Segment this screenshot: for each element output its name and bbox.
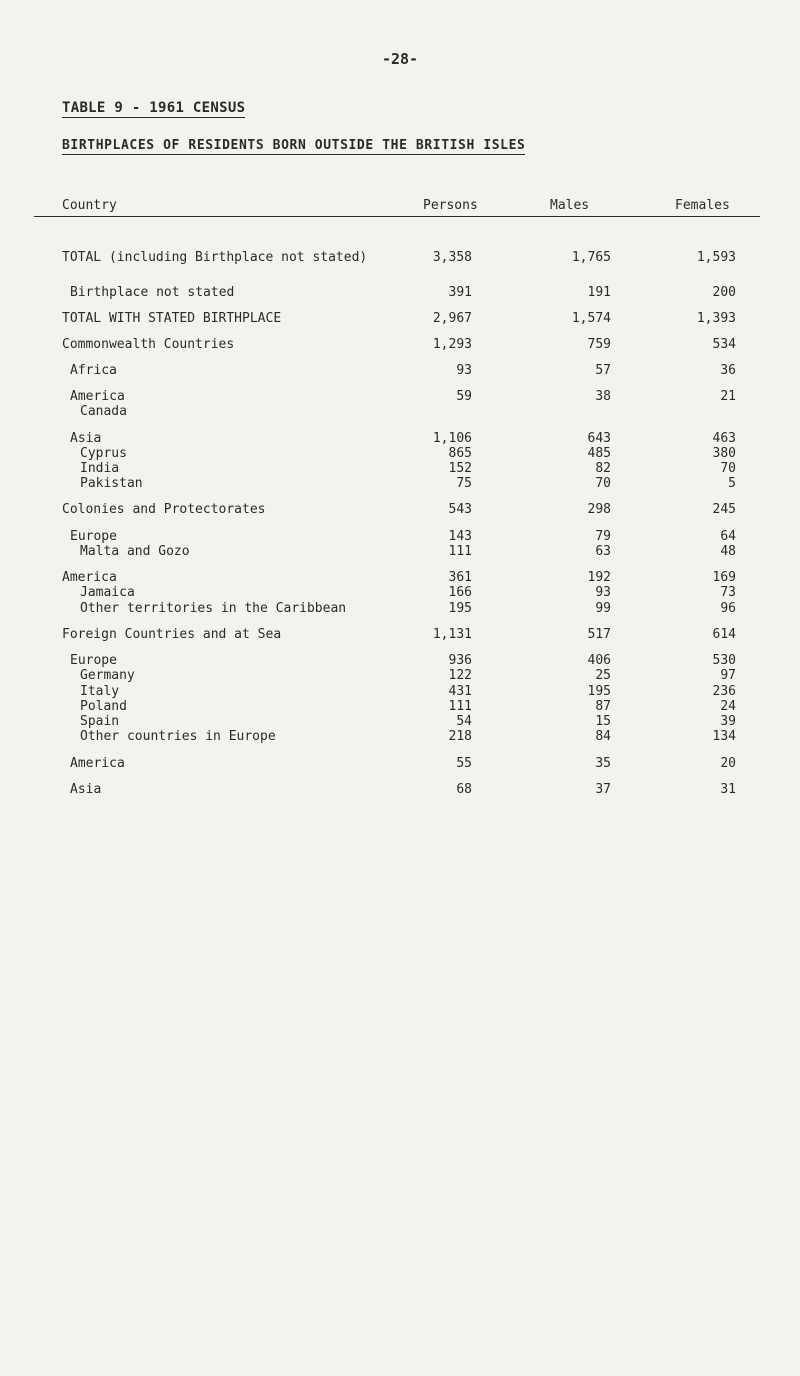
row-label: TOTAL (including Birthplace not stated) [62, 250, 368, 265]
column-header-females: Females [675, 198, 730, 213]
cell-females: 97 [720, 668, 736, 683]
cell-females: 31 [720, 782, 736, 797]
cell-persons: 143 [448, 529, 472, 544]
row-label: Asia [70, 431, 102, 446]
row-label: Asia [70, 782, 102, 797]
cell-males: 1,574 [571, 311, 611, 326]
row-label: Pakistan [80, 476, 143, 491]
cell-persons: 59 [456, 389, 472, 404]
column-header-country: Country [62, 198, 117, 213]
table-row [0, 585, 800, 601]
cell-males: 298 [587, 502, 611, 517]
table-row [0, 653, 800, 669]
column-header-persons: Persons [423, 198, 478, 213]
table-row [0, 782, 800, 798]
cell-males: 99 [595, 601, 611, 616]
table-row [0, 668, 800, 684]
table-row [0, 404, 800, 420]
cell-persons: 1,131 [432, 627, 472, 642]
cell-persons: 391 [448, 285, 472, 300]
table-row [0, 627, 800, 643]
row-label: Canada [80, 404, 127, 419]
cell-males: 1,765 [571, 250, 611, 265]
row-label: Birthplace not stated [70, 285, 235, 300]
cell-males: 70 [595, 476, 611, 491]
table-row [0, 285, 800, 301]
table-row [0, 544, 800, 560]
row-label: Foreign Countries and at Sea [62, 627, 282, 642]
cell-females: 614 [712, 627, 736, 642]
cell-males: 192 [587, 570, 611, 585]
table-row [0, 461, 800, 477]
row-label: Other territories in the Caribbean [80, 601, 347, 616]
cell-females: 1,593 [696, 250, 736, 265]
row-label: Europe [70, 529, 117, 544]
cell-persons: 195 [448, 601, 472, 616]
table-row [0, 684, 800, 700]
cell-males: 84 [595, 729, 611, 744]
table-row [0, 502, 800, 518]
row-label: Cyprus [80, 446, 127, 461]
cell-females: 96 [720, 601, 736, 616]
row-label: Spain [80, 714, 120, 729]
cell-females: 530 [712, 653, 736, 668]
row-label: Malta and Gozo [80, 544, 190, 559]
row-label: India [80, 461, 120, 476]
cell-females: 20 [720, 756, 736, 771]
cell-males: 79 [595, 529, 611, 544]
cell-persons: 865 [448, 446, 472, 461]
cell-females: 64 [720, 529, 736, 544]
cell-males: 38 [595, 389, 611, 404]
row-label: Jamaica [80, 585, 135, 600]
cell-persons: 75 [456, 476, 472, 491]
cell-females: 380 [712, 446, 736, 461]
row-label: Italy [80, 684, 120, 699]
row-label: Europe [70, 653, 117, 668]
cell-persons: 93 [456, 363, 472, 378]
page-number: -28- [381, 50, 419, 68]
cell-males: 191 [587, 285, 611, 300]
cell-persons: 1,293 [432, 337, 472, 352]
cell-persons: 1,106 [432, 431, 472, 446]
cell-females: 200 [712, 285, 736, 300]
table-row [0, 699, 800, 715]
cell-females: 534 [712, 337, 736, 352]
cell-males: 406 [587, 653, 611, 668]
table-row [0, 337, 800, 353]
table-row [0, 476, 800, 492]
cell-males: 93 [595, 585, 611, 600]
row-label: Commonwealth Countries [62, 337, 235, 352]
row-label: America [70, 756, 125, 771]
table-row [0, 431, 800, 447]
table-row [0, 729, 800, 745]
cell-females: 463 [712, 431, 736, 446]
row-label: America [62, 570, 117, 585]
cell-females: 1,393 [696, 311, 736, 326]
cell-males: 759 [587, 337, 611, 352]
row-label: TOTAL WITH STATED BIRTHPLACE [62, 311, 282, 326]
row-label: Germany [80, 668, 135, 683]
cell-persons: 111 [448, 699, 472, 714]
row-label: Colonies and Protectorates [62, 502, 266, 517]
table-row [0, 601, 800, 617]
table-row [0, 529, 800, 545]
table-row [0, 446, 800, 462]
cell-females: 21 [720, 389, 736, 404]
table-row [0, 570, 800, 586]
cell-females: 5 [728, 476, 736, 491]
cell-females: 245 [712, 502, 736, 517]
table-row [0, 250, 800, 266]
cell-persons: 361 [448, 570, 472, 585]
cell-females: 236 [712, 684, 736, 699]
cell-persons: 2,967 [432, 311, 472, 326]
cell-females: 73 [720, 585, 736, 600]
column-header-males: Males [550, 198, 590, 213]
cell-persons: 431 [448, 684, 472, 699]
cell-males: 37 [595, 782, 611, 797]
table-subtitle: BIRTHPLACES OF RESIDENTS BORN OUTSIDE THE BRITISH ISLES [62, 138, 526, 153]
cell-persons: 218 [448, 729, 472, 744]
row-label: America [70, 389, 125, 404]
cell-males: 63 [595, 544, 611, 559]
table-row [0, 756, 800, 772]
cell-males: 485 [587, 446, 611, 461]
cell-persons: 54 [456, 714, 472, 729]
cell-persons: 111 [448, 544, 472, 559]
cell-males: 35 [595, 756, 611, 771]
table-row [0, 311, 800, 327]
cell-females: 70 [720, 461, 736, 476]
cell-males: 195 [587, 684, 611, 699]
cell-persons: 936 [448, 653, 472, 668]
cell-females: 24 [720, 699, 736, 714]
cell-females: 169 [712, 570, 736, 585]
cell-females: 134 [712, 729, 736, 744]
cell-persons: 68 [456, 782, 472, 797]
cell-females: 48 [720, 544, 736, 559]
cell-females: 36 [720, 363, 736, 378]
cell-males: 517 [587, 627, 611, 642]
header-rule [34, 216, 760, 217]
table-row [0, 714, 800, 730]
row-label: Africa [70, 363, 117, 378]
cell-persons: 152 [448, 461, 472, 476]
row-label: Poland [80, 699, 127, 714]
cell-persons: 543 [448, 502, 472, 517]
cell-males: 643 [587, 431, 611, 446]
cell-females: 39 [720, 714, 736, 729]
cell-males: 87 [595, 699, 611, 714]
cell-males: 15 [595, 714, 611, 729]
cell-males: 25 [595, 668, 611, 683]
table-row [0, 363, 800, 379]
cell-persons: 55 [456, 756, 472, 771]
row-label: Other countries in Europe [80, 729, 276, 744]
cell-persons: 3,358 [432, 250, 472, 265]
cell-males: 57 [595, 363, 611, 378]
cell-males: 82 [595, 461, 611, 476]
table-row [0, 389, 800, 405]
cell-persons: 166 [448, 585, 472, 600]
cell-persons: 122 [448, 668, 472, 683]
table-title: TABLE 9 - 1961 CENSUS [62, 100, 246, 116]
